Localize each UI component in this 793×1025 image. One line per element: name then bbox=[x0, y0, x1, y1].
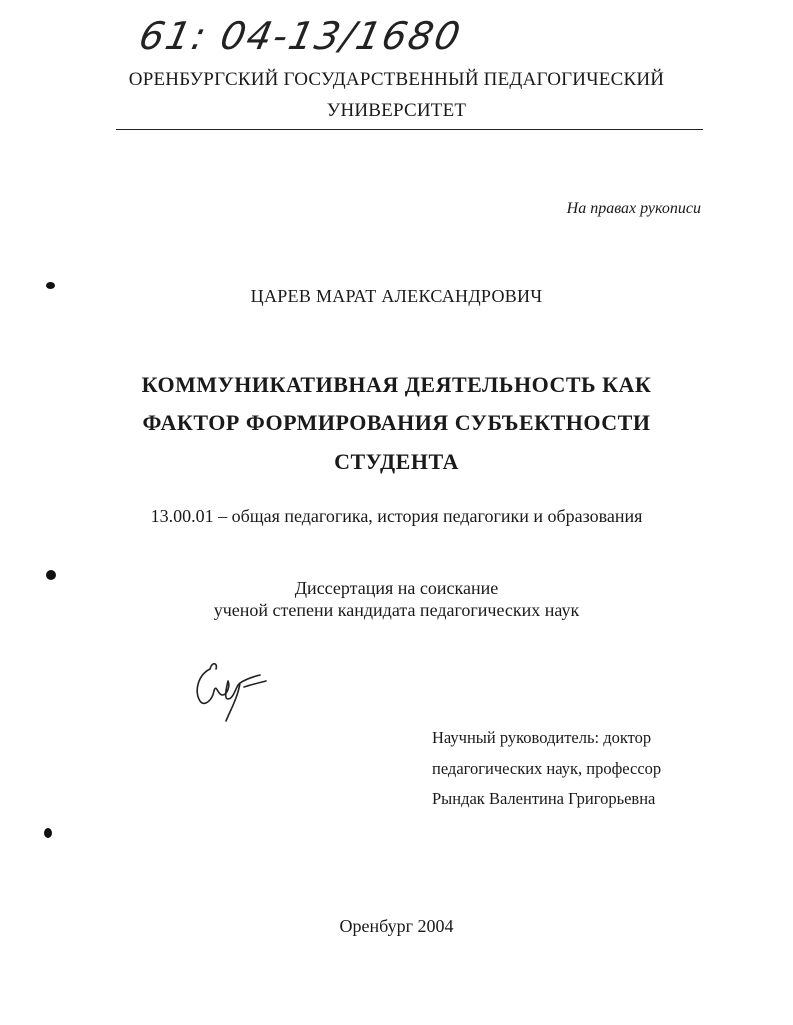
advisor-line2: педагогических наук, профессор bbox=[432, 759, 662, 778]
dissertation-type-line1: Диссертация на соискание bbox=[294, 578, 499, 598]
advisor-name: Рындак Валентина Григорьевна bbox=[432, 789, 656, 808]
handwritten-catalog-number: 61: 04-13/1680 bbox=[135, 14, 466, 58]
thesis-title-line1: КОММУНИКАТИВНАЯ ДЕЯТЕЛЬНОСТЬ КАК bbox=[141, 372, 652, 397]
advisor-line1: Научный руководитель: доктор bbox=[432, 728, 652, 747]
university-name-line2: УНИВЕРСИТЕТ bbox=[326, 100, 467, 121]
author-name: ЦАРЕВ МАРАТ АЛЕКСАНДРОВИЧ bbox=[250, 286, 543, 306]
city-year: Оренбург 2004 bbox=[339, 916, 454, 936]
university-name-line1: ОРЕНБУРГСКИЙ ГОСУДАРСТВЕННЫЙ ПЕДАГОГИЧЕСКИЙ bbox=[128, 69, 665, 90]
thesis-title-line3: СТУДЕНТА bbox=[334, 449, 459, 474]
thesis-title-line2: ФАКТОР ФОРМИРОВАНИЯ СУБЪЕКТНОСТИ bbox=[142, 410, 651, 435]
rights-note: На правах рукописи bbox=[566, 200, 701, 217]
author-signature bbox=[188, 655, 278, 725]
specialty-code: 13.00.01 – общая педагогика, история педагогики и образования bbox=[150, 506, 643, 526]
header-divider bbox=[116, 129, 703, 130]
dissertation-type-line2: ученой степени кандидата педагогических наук bbox=[213, 600, 580, 620]
punch-hole-mark bbox=[44, 828, 52, 838]
